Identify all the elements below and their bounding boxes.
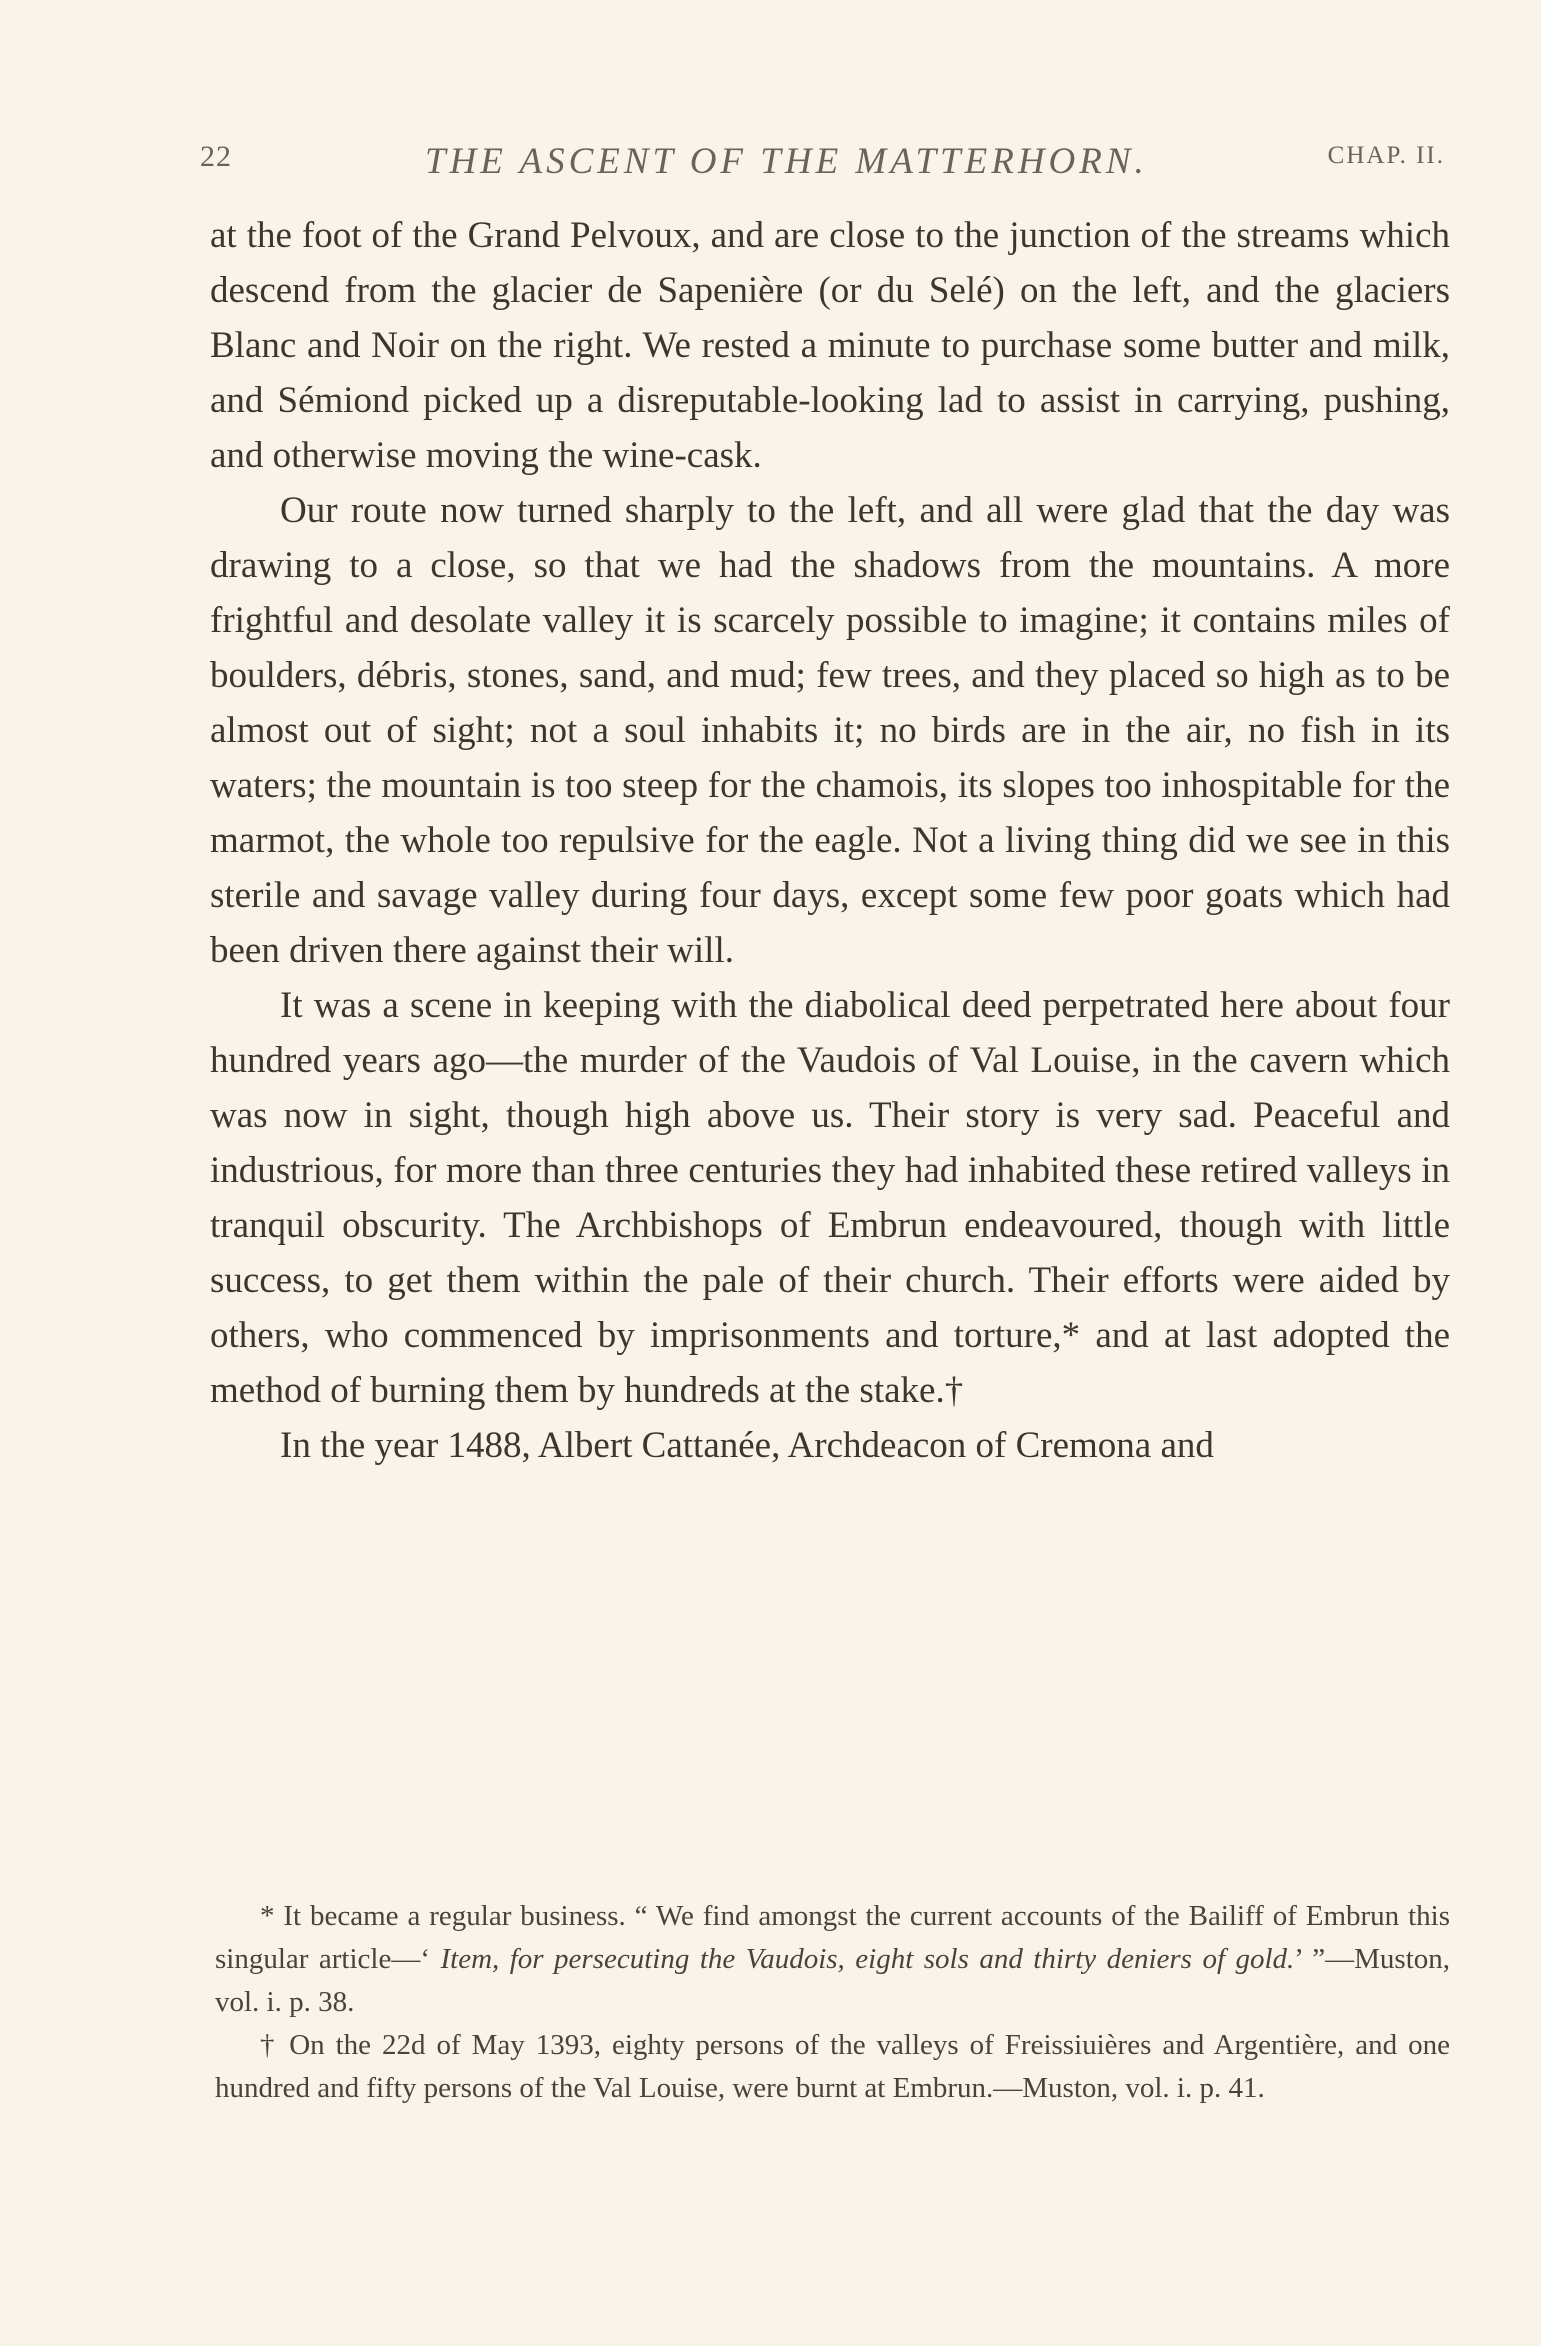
footnote-citation: ’ ”—Muston, vol. i. p. 38. (215, 1943, 1451, 2018)
page-header (200, 140, 1445, 200)
paragraph: In the year 1488, Albert Cattanée, Archdeacon of Cremona and (280, 1425, 1214, 1466)
paragraph: It was a scene in keeping with the diabolical deed perpetrated here about four hundred years ago—the murder of the Vaudois of Val Louise, in the cavern which was now in sight, though high above us. Their story is very sad. Peaceful and industrious, for more than three centuries they had inhabited these retired valleys in tranquil obscurity. The Archbishops of Embrun endeavoured, though with little success, to get them within the pale of their church. Their efforts were aided by others, who commenced by imprisonments and torture,* and at last adopted the method of burning them by hundreds at the stake.† (210, 985, 1450, 1411)
footnotes (215, 1895, 1450, 2110)
running-title: THE ASCENT OF THE MATTERHORN. (425, 141, 1148, 182)
footnote-dagger: † On the 22d of May 1393, eighty persons of the valleys of Freissiuières and Argentière, and one hundred and fifty persons of the Val Louise, were burnt at Embrun.—Muston, vol. i. p. 41. (215, 2029, 1450, 2104)
footnote-text: * It became a regular business. “ We find amongst the current accounts of the Bailiff of Embrun this singular article—‘ (215, 1900, 1450, 1975)
footnote-quote-italic: Item, for persecuting the Vaudois, eight sols and thirty deniers of gold. (440, 1943, 1295, 1975)
chapter-label: CHAP. II. (1327, 142, 1445, 169)
page-number: 22 (200, 140, 232, 173)
footnote-asterisk (215, 1895, 1450, 2024)
body-text (210, 208, 1450, 1473)
paragraph: Our route now turned sharply to the left, and all were glad that the day was drawing to a close, so that we had the shadows from the mountains. A more frightful and desolate valley it is scarcely possible to imagine; it contains miles of boulders, débris, stones, sand, and mud; few trees, and they placed so high as to be almost out of sight; not a soul inhabits it; no birds are in the air, no fish in its waters; the mountain is too steep for the chamois, its slopes too inhospitable for the marmot, the whole too repulsive for the eagle. Not a living thing did we see in this sterile and savage valley during four days, except some few poor goats which had been driven there against their will. (210, 490, 1450, 971)
paragraph-continued: at the foot of the Grand Pelvoux, and are close to the junction of the streams which descend from the glacier de Sapenière (or du Selé) on the left, and the glaciers Blanc and Noir on the right. We rested a minute to purchase some butter and milk, and Sémiond picked up a disreputable-looking lad to assist in carrying, pushing, and otherwise moving the wine-cask. (210, 215, 1450, 476)
